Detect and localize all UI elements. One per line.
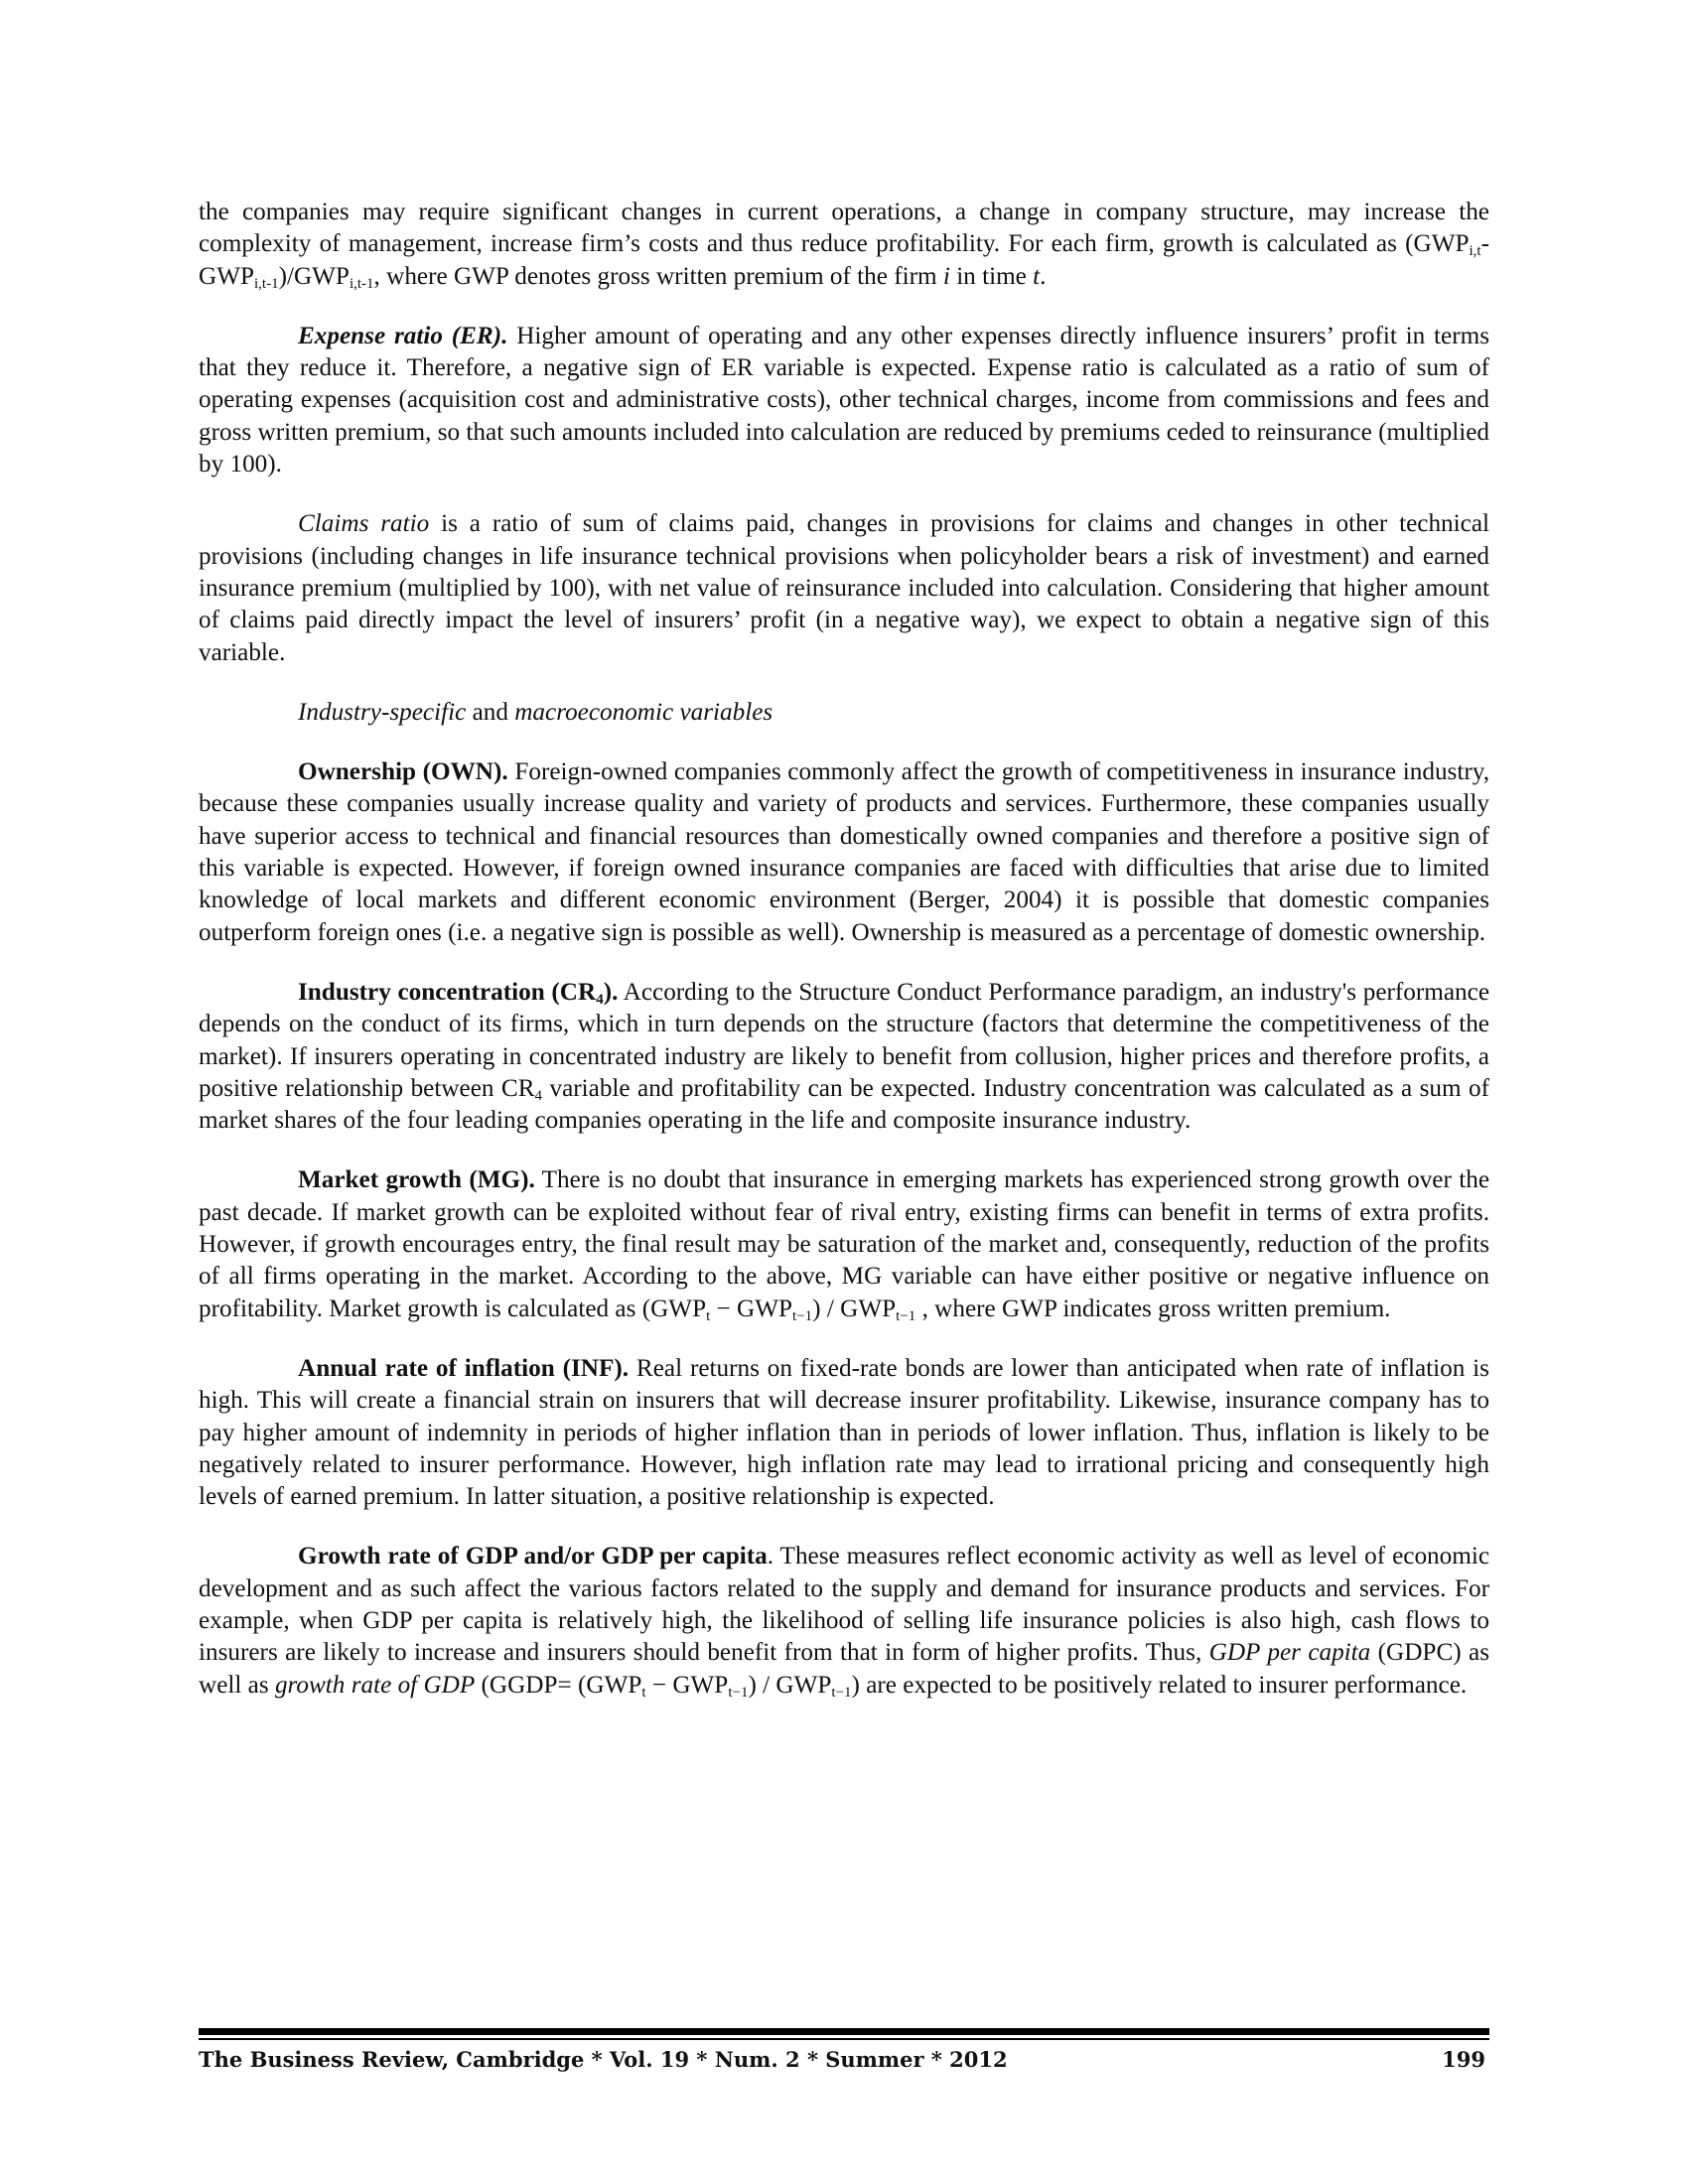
claims-ratio-heading: Claims ratio xyxy=(298,510,430,538)
page-body xyxy=(199,197,1489,1702)
ownership-heading: Ownership (OWN). xyxy=(298,758,508,786)
market-growth-heading: Market growth (MG). xyxy=(298,1166,535,1194)
market-growth-paragraph: Market growth (MG). There is no doubt that insurance in emerging markets has experienced strong growth over the past decade. If market growth can be exploited without fear of rival entry, existing firms can benefit in terms of extra profits. However, if growth encourages entry, the final result may be saturation of the market and, consequently, reduction of the profits of all firms operating in the market. According to the above, MG variable can have either positive or negative influence on profitability. Market growth is calculated as $(GWP_t - GWP_{t-1}) / GWP_{t-1}$ , where GWP indicates gross written premium. xyxy=(199,1166,1489,1324)
concentration-heading: Industry concentration $(CR_4)$. xyxy=(298,978,619,1008)
expense-ratio-heading: Expense ratio (ER). xyxy=(298,322,508,349)
footer-rule-thin xyxy=(199,2038,1489,2040)
page-number: 199 xyxy=(1442,2047,1485,2072)
gdp-paragraph: Growth rate of GDP and/or GDP per capita. These measures reflect economic activity as well as level of economic development and as such affect the various factors related to the supply and demand for insurance products and services. For example, when GDP per capita is relatively high, the likelihood of selling life insurance policies is also high, cash flows to insurers are likely to increase and insurers should benefit from that in form of higher profits. Thus, GDP per capita (GDPC) as well as growth rate of GDP (GGDP= $(GWP_t - GWP_{t-1}) / GWP_{t-1}$) are expected to be positively related to insurer performance. xyxy=(199,1543,1490,1701)
footer-rule-thick xyxy=(199,2028,1489,2035)
expense-ratio-paragraph: Expense ratio (ER). Higher amount of operating and any other expenses directly influence insurers’ profit in terms that they reduce it. Therefore, a negative sign of ER variable is expected. Expense ratio is calculated as a ratio of sum of operating expenses (acquisition cost and administrative costs), other technical charges, income from commissions and fees and gross written premium, so that such amounts included into calculation are reduced by premiums ceded to reinsurance (multiplied by 100). xyxy=(199,322,1489,478)
inflation-paragraph: Annual rate of inflation (INF). Real returns on fixed-rate bonds are lower than anticipated when rate of inflation is high. This will create a financial strain on insurers that will decrease insurer profitability. Likewise, insurance company has to pay higher amount of indemnity in periods of higher inflation than in periods of lower inflation. Thus, inflation is likely to be negatively related to insurer performance. However, high inflation rate may lead to irrational pricing and consequently high levels of earned premium. In latter situation, a positive relationship is expected. xyxy=(199,1354,1489,1511)
growth-paragraph: the companies may require significant changes in current operations, a change in company structure, may increase the complexity of management, increase firm’s costs and thus reduce profitability. For each firm, growth is calculated as $(GWP_{i,t}-GWP_{i,t-1})/GWP_{i,t-1}$, where GWP denotes gross written premium of the firm i in time t. xyxy=(199,199,1489,292)
market-growth-formula: $(GWP_t - GWP_{t-1}) / GWP_{t-1}$ xyxy=(641,1295,916,1324)
concentration-paragraph: Industry concentration $(CR_4)$. According to the Structure Conduct Performance paradigm, an industry's performance depends on the conduct of its firms, which in turn depends on the structure (factors that determine the competitiveness of the market). If insurers operating in concentrated industry are likely to benefit from collusion, higher prices and therefore profits, a positive relationship between $CR_4$ variable and profitability can be expected. Industry concentration was calculated as a sum of market shares of the four leading companies operating in the life and composite insurance industry. xyxy=(199,978,1489,1135)
ownership-paragraph: Ownership (OWN). Foreign-owned companies commonly affect the growth of competitiveness in insurance industry, because these companies usually increase quality and variety of products and services. Furthermore, these companies usually have superior access to technical and financial resources than domestically owned companies and therefore a positive sign of this variable is expected. However, if foreign owned insurance companies are faced with difficulties that arise due to limited knowledge of local markets and different economic environment (Berger, 2004) it is possible that domestic companies outperform foreign ones (i.e. a negative sign is possible as well). Ownership is measured as a percentage of domestic ownership. xyxy=(199,758,1489,946)
claims-ratio-paragraph: Claims ratio is a ratio of sum of claims paid, changes in provisions for claims and changes in other technical provisions (including changes in life insurance technical provisions when policyholder bears a risk of investment) and earned insurance premium (multiplied by 100), with net value of reinsurance included into calculation. Considering that higher amount of claims paid directly impact the level of insurers’ profit (in a negative way), we expect to obtain a negative sign of this variable. xyxy=(199,510,1489,666)
gdp-formula: $(GWP_t - GWP_{t-1}) / GWP_{t-1}$) xyxy=(578,1671,860,1701)
inflation-heading: Annual rate of inflation (INF). xyxy=(298,1354,630,1382)
gdp-heading: Growth rate of GDP and/or GDP per capita xyxy=(298,1543,768,1570)
section-heading: Industry-specific and macroeconomic variables xyxy=(298,698,774,726)
journal-citation: The Business Review, Cambridge * Vol. 19 * Num. 2 * Summer * 2012 xyxy=(199,2047,1008,2072)
